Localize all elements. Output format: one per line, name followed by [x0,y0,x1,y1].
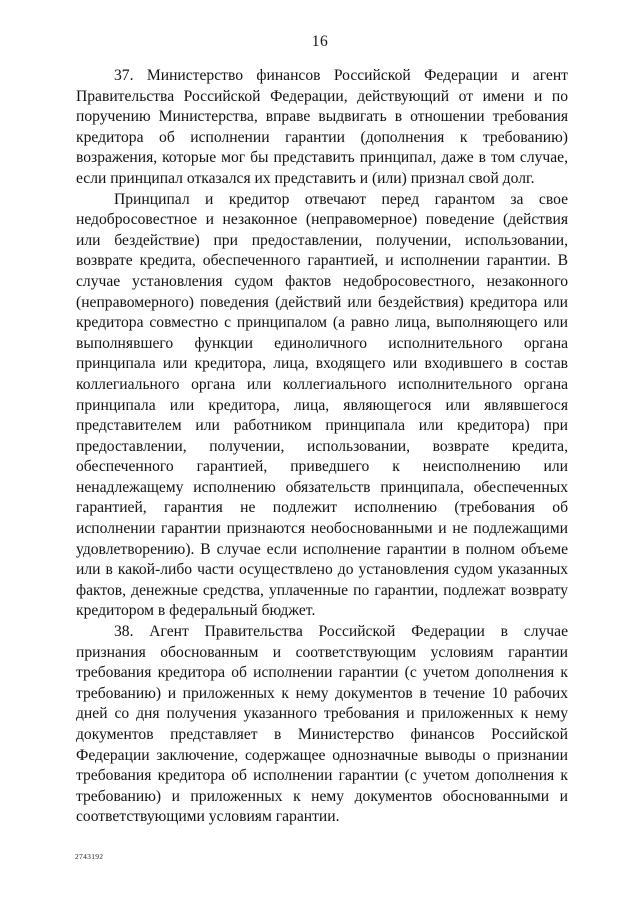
paragraph-liability: Принципал и кредитор отвечают перед гарантом за свое недобросовестное и незаконное (неправомерное) поведение (действия или бездействие) при предоставлении, получении, использовании, возврате кредита, обеспеченного гарантией, и исполнении гарантии. В случае установления судом фактов недобросовестного, незаконного (неправомерного) поведения (действий или бездействия) кредитора или кредитора совместно с принципалом (а равно лица, выполняющего или выполнявшего функции единоличного исполнительного органа принципала или кредитора, лица, входящего или входившего в состав коллегиального органа или коллегиального исполнительного органа принципала или кредитора, лица, являющегося или являвшегося представителем или работником принципала или кредитора) при предоставлении, получении, использовании, возврате кредита, обеспеченного гарантией, приведшего к неисполнению или ненадлежащему исполнению обязательств принципала, обеспеченных гарантией, гарантия не подлежит исполнению (требования об исполнении гарантии признаются необоснованными и не подлежащими удовлетворению). В случае если исполнение гарантии в полном объеме или в какой-либо части осуществлено до установления судом указанных фактов, денежные средства, уплаченные по гарантии, подлежат возврату кредитором в федеральный бюджет. [76,190,568,620]
document-body [76,66,568,828]
paragraph-37: 37. Министерство финансов Российской Федерации и агент Правительства Российской Федерации, действующий от имени и по поручению Министерства, вправе выдвигать в отношении требования кредитора об исполнении гарантии (дополнения к требованию) возражения, которые мог бы представить принципал, даже в том случае, если принципал отказался их представить и (или) признал свой долг. [76,67,568,187]
page-number: 16 [311,33,329,50]
document-code: 2743192 [75,852,104,861]
paragraph-38: 38. Агент Правительства Российской Федерации в случае признания обоснованным и соответствующим условиям гарантии требования кредитора об исполнении гарантии (с учетом дополнения к требованию) и приложенных к нему документов в течение 10 рабочих дней со дня получения указанного требования и приложенных к нему документов представляет в Министерство финансов Российской Федерации заключение, содержащее однозначные выводы о признании требования кредитора об исполнении гарантии (с учетом дополнения к требованию) и приложенных к нему документов обоснованными и соответствующими условиям гарантии. [76,623,568,826]
